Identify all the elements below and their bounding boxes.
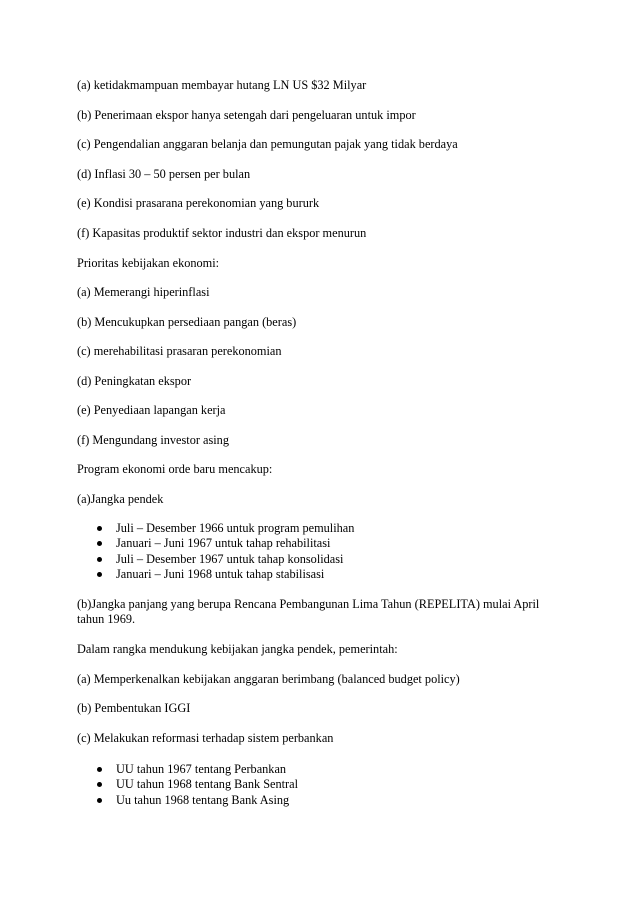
paragraph-a-hutang: (a) ketidakmampuan membayar hutang LN US $32 Milyar [77,78,367,92]
bullet-text: Juli – Desember 1966 untuk program pemulihan [116,521,355,535]
prioritas-item-e: (e) Penyediaan lapangan kerja [77,403,226,417]
langkah-item-c: (c) Melakukan reformasi terhadap sistem perbankan [77,731,334,745]
paragraph-c-anggaran: (c) Pengendalian anggaran belanja dan pemungutan pajak yang tidak berdaya [77,137,458,151]
bullet-dot-icon [97,782,102,787]
bullet-text: UU tahun 1968 tentang Bank Sentral [116,777,299,791]
paragraph-f-kapasitas: (f) Kapasitas produktif sektor industri dan ekspor menurun [77,226,367,240]
bullet-dot-icon [97,572,102,577]
paragraph-e-prasarana: (e) Kondisi prasarana perekonomian yang bururk [77,196,320,210]
prioritas-item-b: (b) Mencukupkan persediaan pangan (beras) [77,315,297,329]
paragraph-b-ekspor: (b) Penerimaan ekspor hanya setengah dari pengeluaran untuk impor [77,108,416,122]
jangka-panjang-paragraph: (b)Jangka panjang yang berupa Rencana Pembangunan Lima Tahun (REPELITA) mulai April tahun 1969. [77,597,540,626]
bullet-text: Uu tahun 1968 tentang Bank Asing [116,793,290,807]
bullet-dot-icon [97,526,102,531]
bullet-dot-icon [97,798,102,803]
prioritas-item-c: (c) merehabilitasi prasaran perekonomian [77,344,282,358]
prioritas-item-d: (d) Peningkatan ekspor [77,374,192,388]
langkah-item-b: (b) Pembentukan IGGI [77,701,191,715]
bullet-dot-icon [97,767,102,772]
prioritas-heading: Prioritas kebijakan ekonomi: [77,256,220,270]
dalam-rangka-heading: Dalam rangka mendukung kebijakan jangka pendek, pemerintah: [77,642,398,656]
prioritas-item-f: (f) Mengundang investor asing [77,433,229,447]
bullet-text: Januari – Juni 1967 untuk tahap rehabilitasi [116,536,331,550]
bullet-text: Januari – Juni 1968 untuk tahap stabilisasi [116,567,325,581]
program-heading: Program ekonomi orde baru mencakup: [77,462,273,476]
bullet-text: Juli – Desember 1967 untuk tahap konsolidasi [116,552,344,566]
jangka-pendek-heading: (a)Jangka pendek [77,492,164,506]
bullet-text: UU tahun 1967 tentang Perbankan [116,762,287,776]
langkah-item-a: (a) Memperkenalkan kebijakan anggaran berimbang (balanced budget policy) [77,672,460,686]
paragraph-d-inflasi: (d) Inflasi 30 – 50 persen per bulan [77,167,251,181]
prioritas-item-a: (a) Memerangi hiperinflasi [77,285,210,299]
bullet-dot-icon [97,541,102,546]
bullet-dot-icon [97,557,102,562]
